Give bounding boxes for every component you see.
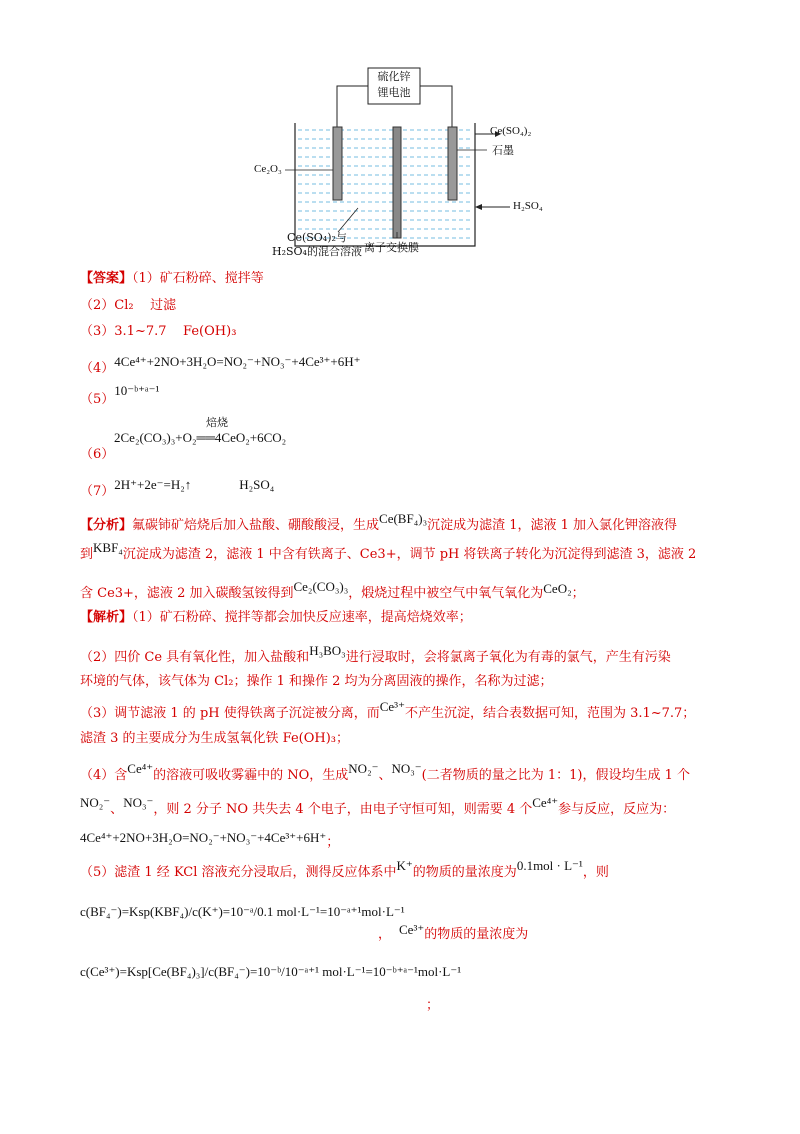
answer-2-num: （2） — [80, 298, 115, 313]
explain-formula-no3: NO₃⁻ — [391, 761, 422, 776]
explain-4d: ，则 2 分子 NO 共失去 4 个电子，由电子守恒可知，则需要 4 个 — [153, 802, 533, 817]
answer-3-body: 3.1~7.7 Fe(OH)₃ — [114, 324, 237, 339]
explain-3c: 滤渣 3 的主要成分为生成氢氧化铁 Fe(OH)₃； — [80, 731, 350, 746]
answer-6-equation: 2Ce₂(CO₃)₃+O₂══4CeO₂+6CO₂ — [114, 430, 287, 445]
explain-3a: （3）调节滤液 1 的 pH 使得铁离子沉淀被分离，而 — [80, 706, 380, 721]
answer-line-4 — [80, 353, 361, 376]
analysis-line-1 — [80, 511, 678, 535]
explain-line-8 — [80, 829, 339, 848]
analysis-2b: 沉淀成为滤渣 2，滤液 1 中含有铁离子、Ce3+，调节 pH 将铁离子转化为沉淀得到滤渣 3，滤液 2 — [122, 547, 697, 562]
explain-5-equation-1: c(BF₄⁻)=Ksp(KBF₄)/c(K⁺)=10⁻ᵃ/0.1 mol·L⁻¹=10⁻ᵃ⁺¹mol·L⁻¹ — [80, 904, 405, 919]
mix-solution-line2: H₂SO₄的混合溶液 — [272, 245, 362, 258]
explain-line-6 — [80, 761, 691, 785]
explain-line-5 — [80, 730, 349, 748]
answer-7-acid: H₂SO₄ — [239, 477, 275, 492]
explain-line-3 — [80, 673, 553, 691]
explain-3b: 不产生沉淀，结合表数据可知，范围为 3.1~7.7； — [404, 706, 696, 721]
explain-2c: 环境的气体，该气体为 Cl₂；操作 1 和操作 2 均为分离固液的操作，名称为过滤； — [80, 674, 553, 689]
answer-3-num: （3） — [80, 324, 115, 339]
explain-1: （1）矿石粉碎、搅拌等都会加快反应速率，提高焙烧效率； — [132, 610, 472, 625]
explain-4-sep: 、 — [378, 768, 392, 783]
ce-so4-2-label: Ce(SO₄)₂ — [490, 125, 532, 137]
explain-4a: （4）含 — [80, 768, 128, 783]
analysis-line-2 — [80, 540, 697, 564]
explain-5-mid: ， — [378, 927, 392, 942]
explain-2a: （2）四价 Ce 具有氧化性，加入盐酸和 — [80, 650, 310, 665]
explain-formula-no2-b: NO₂⁻ — [80, 795, 111, 810]
analysis-3b: ，煅烧过程中被空气中氧气氧化为 — [348, 586, 544, 601]
answer-1: （1）矿石粉碎、搅拌等 — [132, 271, 264, 286]
explain-line-9 — [80, 858, 609, 882]
answer-6-num: （6） — [80, 447, 115, 462]
explain-line-4 — [80, 699, 696, 723]
explain-line-2 — [80, 643, 671, 667]
explain-5-mid-b: 的物质的量浓度为 — [424, 927, 529, 942]
analysis-3c: ； — [571, 586, 585, 601]
mix-solution-label — [272, 231, 362, 259]
answer-tag: 【答案】 — [80, 271, 133, 286]
battery-label-line1: 硫化锌 — [377, 70, 411, 83]
explain-line-1 — [80, 609, 472, 627]
answer-line-1 — [80, 270, 264, 288]
explain-5c: ，则 — [582, 865, 609, 880]
graphite-label: 石墨 — [492, 144, 514, 157]
membrane-label: 离子交换膜 — [364, 241, 419, 254]
ce2o3-label: Ce₂O₃ — [254, 163, 282, 175]
analysis-2a: 到 — [80, 547, 94, 562]
analysis-1b: 沉淀成为滤渣 1，滤液 1 加入氯化钾溶液得 — [427, 518, 678, 533]
explain-formula-ce4: Ce⁴⁺ — [127, 761, 154, 776]
battery-label — [368, 69, 420, 101]
explain-5b: 的物质的量浓度为 — [412, 865, 517, 880]
answer-line-5 — [80, 382, 160, 407]
answer-2-body: Cl₂ 过滤 — [114, 298, 177, 313]
analysis-3a: 含 Ce3+，滤液 2 加入碳酸氢铵得到 — [80, 586, 294, 601]
explain-formula-ce3: Ce³⁺ — [379, 699, 405, 714]
answer-line-7 — [80, 476, 275, 499]
analysis-1a: 氟碳铈矿焙烧后加入盐酸、硼酸酸浸，生成 — [132, 518, 380, 533]
battery-label-line2: 锂电池 — [377, 86, 411, 99]
explain-5-end: ； — [426, 998, 440, 1013]
answer-line-3 — [80, 323, 236, 341]
analysis-formula-ce-bf4-3: Ce(BF₄)₃ — [379, 511, 428, 526]
answer-7-num: （7） — [80, 484, 115, 499]
analysis-tag: 【分析】 — [80, 518, 133, 533]
explain-4e: 参与反应，反应为： — [558, 802, 676, 817]
h2so4-label: H₂SO₄ — [513, 200, 543, 212]
explain-formula-no2: NO₂⁻ — [348, 761, 379, 776]
explain-4d-sep: 、 — [110, 802, 124, 817]
explain-formula-no3-b: NO₃⁻ — [123, 795, 154, 810]
explain-formula-conc: 0.1mol · L⁻¹ — [516, 858, 583, 873]
explain-5-equation-2: c(Ce³⁺)=Ksp[Ce(BF₄)₃]/c(BF₄⁻)=10⁻ᵇ/10⁻ᵃ⁺¹ mol·L⁻¹=10⁻ᵇ⁺ᵃ⁻¹mol·L⁻¹ — [80, 964, 462, 979]
explain-line-7 — [80, 795, 676, 819]
analysis-formula-ceo2: CeO₂ — [543, 581, 572, 596]
answer-7-equation: 2H⁺+2e⁻=H₂↑ — [114, 477, 192, 492]
explain-5a: （5）滤渣 1 经 KCl 溶液充分浸取后，测得反应体系中 — [80, 865, 397, 880]
answer-5-num: （5） — [80, 392, 115, 407]
explain-formula-h3bo3: H₃BO₃ — [309, 643, 346, 658]
mix-solution-line1: Ce(SO₄)₂与 — [287, 231, 347, 244]
explain-tag: 【解析】 — [80, 610, 133, 625]
explain-4b: 的溶液可吸收雾霾中的 NO，生成 — [153, 768, 349, 783]
answer-5-value: 10⁻ᵇ⁺ᵃ⁻¹ — [114, 383, 160, 398]
analysis-formula-ce2-co3-3: Ce₂(CO₃)₃ — [293, 579, 349, 594]
explain-formula-k: K⁺ — [396, 858, 413, 873]
explain-2b: 进行浸取时，会将氯离子氧化为有毒的氯气，产生有污染 — [345, 650, 671, 665]
analysis-line-3 — [80, 579, 585, 603]
answer-6-condition: 焙烧 — [206, 417, 228, 429]
answer-4-equation: 4Ce⁴⁺+2NO+3H₂O=NO₂⁻+NO₃⁻+4Ce³⁺+6H⁺ — [114, 354, 361, 369]
answer-4-num: （4） — [80, 361, 115, 376]
explain-4-equation: 4Ce⁴⁺+2NO+3H₂O=NO₂⁻+NO₃⁻+4Ce³⁺+6H⁺ — [80, 830, 327, 845]
explain-line-11 — [378, 922, 529, 944]
answer-line-2 — [80, 297, 176, 315]
explain-formula-ce3-b: Ce³⁺ — [399, 922, 425, 937]
explain-4c: (二者物质的量之比为 1：1)，假设均生成 1 个 — [421, 768, 691, 783]
explain-formula-ce4-b: Ce⁴⁺ — [532, 795, 559, 810]
analysis-formula-kbf4: KBF₄ — [93, 540, 123, 555]
explain-4-end: ； — [326, 835, 340, 850]
